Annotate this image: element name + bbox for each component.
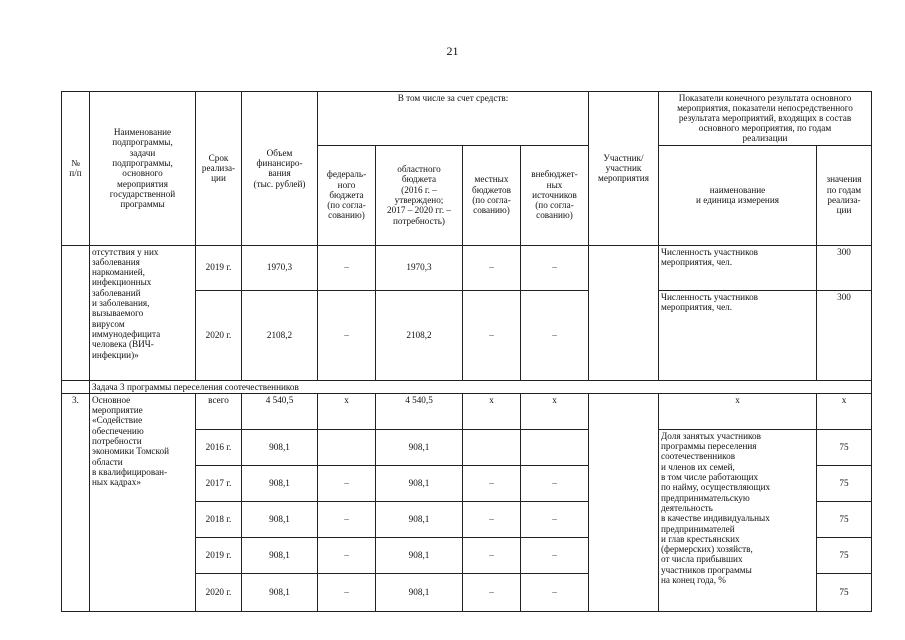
header-federal: федераль- ного бюджета (по согла- сованию)	[318, 145, 376, 245]
measure-local: х	[463, 393, 521, 429]
cont-name: отсутствия у них заболевания наркоманией, инфекционных заболеваний и заболевания, вызываемого вирусом иммунодефицита человека (ВИЧ- инфекции)»	[90, 245, 196, 380]
measure-extra: –	[521, 465, 589, 501]
measure-extra: –	[521, 501, 589, 537]
measure-year: 2017 г.	[196, 465, 242, 501]
measure-volume: 908,1	[242, 537, 318, 573]
cont-local: –	[463, 290, 521, 380]
header-extra: внебюджет- ных источников (по согла- сованию)	[521, 145, 589, 245]
measure-regional: 908,1	[376, 465, 463, 501]
measure-extra	[521, 429, 589, 465]
header-indicators-group: Показатели конечного результата основного мероприятия, показатели непосредственного результата мероприятий, входящих в состав основного мероприятия, по годам реализации	[659, 92, 872, 146]
measure-year: 2016 г.	[196, 429, 242, 465]
cont-volume: 1970,3	[242, 245, 318, 290]
cont-indicator: Численность участников мероприятия, чел.	[659, 245, 817, 290]
measure-num: 3.	[62, 393, 90, 611]
measure-value: 75	[817, 537, 872, 573]
table-row	[62, 245, 872, 290]
cont-year: 2020 г.	[196, 290, 242, 380]
measure-extra: х	[521, 393, 589, 429]
measure-volume: 4 540,5	[242, 393, 318, 429]
header-indicator-name: наименование и единица измерения	[659, 145, 817, 245]
task-row	[62, 380, 872, 393]
measure-regional: 4 540,5	[376, 393, 463, 429]
header-term: Срок реализа- ции	[196, 92, 242, 246]
measure-local: –	[463, 573, 521, 611]
measure-local: –	[463, 537, 521, 573]
measure-volume: 908,1	[242, 573, 318, 611]
header-local: местных бюджетов (по согла- сованию)	[463, 145, 521, 245]
measure-value: 75	[817, 573, 872, 611]
cont-local: –	[463, 245, 521, 290]
measure-regional: 908,1	[376, 537, 463, 573]
measure-name: Основное мероприятие «Содействие обеспечению потребности экономики Томской области в квалифицирован- ных кадрах»	[90, 393, 196, 611]
measure-indicator: Доля занятых участников программы переселения соотечественников и членов их семей, в том числе работающих по найму, осуществляющих предпринимательскую деятельность в качестве индивидуальных предпринимателей и глав крестьянских (фермерских) хозяйств, от числа прибывших участников программы на конец года, %	[659, 429, 817, 611]
measure-extra: –	[521, 537, 589, 573]
cont-volume: 2108,2	[242, 290, 318, 380]
cont-indicator: Численность участников мероприятия, чел.	[659, 290, 817, 380]
header-volume: Объем финансиро- вания (тыс. рублей)	[242, 92, 318, 246]
header-name: Наименование подпрограммы, задачи подпрограммы, основного мероприятия государственной программы	[90, 92, 196, 246]
measure-local	[463, 429, 521, 465]
measure-value: 75	[817, 429, 872, 465]
measure-value-total: х	[817, 393, 872, 429]
measure-local: –	[463, 501, 521, 537]
measure-year: 2019 г.	[196, 537, 242, 573]
measure-year: 2020 г.	[196, 573, 242, 611]
header-participant: Участник/ участник мероприятия	[589, 92, 659, 246]
financing-table	[61, 91, 872, 612]
measure-regional: 908,1	[376, 501, 463, 537]
measure-regional: 908,1	[376, 573, 463, 611]
header-indicator-values: значения по годам реализа- ции	[817, 145, 872, 245]
cont-extra: –	[521, 245, 589, 290]
cont-num	[62, 245, 90, 380]
cont-participant	[589, 245, 659, 380]
cont-regional: 1970,3	[376, 245, 463, 290]
cont-regional: 2108,2	[376, 290, 463, 380]
cont-federal: –	[318, 290, 376, 380]
header-regional: областного бюджета (2016 г. – утверждено; 2017 – 2020 гг. – потребность)	[376, 145, 463, 245]
measure-federal: –	[318, 573, 376, 611]
header-num: № п/п	[62, 92, 90, 246]
cont-value: 300	[817, 290, 872, 380]
measure-federal: –	[318, 537, 376, 573]
measure-indicator-total: х	[659, 393, 817, 429]
measure-extra: –	[521, 573, 589, 611]
measure-regional: 908,1	[376, 429, 463, 465]
measure-volume: 908,1	[242, 501, 318, 537]
cont-value: 300	[817, 245, 872, 290]
page-number: 21	[446, 44, 459, 58]
measure-volume: 908,1	[242, 465, 318, 501]
task-title: Задача 3 программы переселения соотечественников	[90, 380, 872, 393]
measure-participant	[589, 393, 659, 611]
measure-federal	[318, 429, 376, 465]
measure-federal: х	[318, 393, 376, 429]
cont-year: 2019 г.	[196, 245, 242, 290]
measure-local: –	[463, 465, 521, 501]
measure-volume: 908,1	[242, 429, 318, 465]
task-num	[62, 380, 90, 393]
measure-value: 75	[817, 501, 872, 537]
header-row-1	[62, 92, 872, 146]
cont-federal: –	[318, 245, 376, 290]
header-sources-group: В том числе за счет средств:	[318, 92, 589, 146]
table-row	[62, 393, 872, 429]
cont-extra: –	[521, 290, 589, 380]
measure-federal: –	[318, 465, 376, 501]
measure-value: 75	[817, 465, 872, 501]
measure-year: 2018 г.	[196, 501, 242, 537]
measure-federal: –	[318, 501, 376, 537]
measure-year: всего	[196, 393, 242, 429]
